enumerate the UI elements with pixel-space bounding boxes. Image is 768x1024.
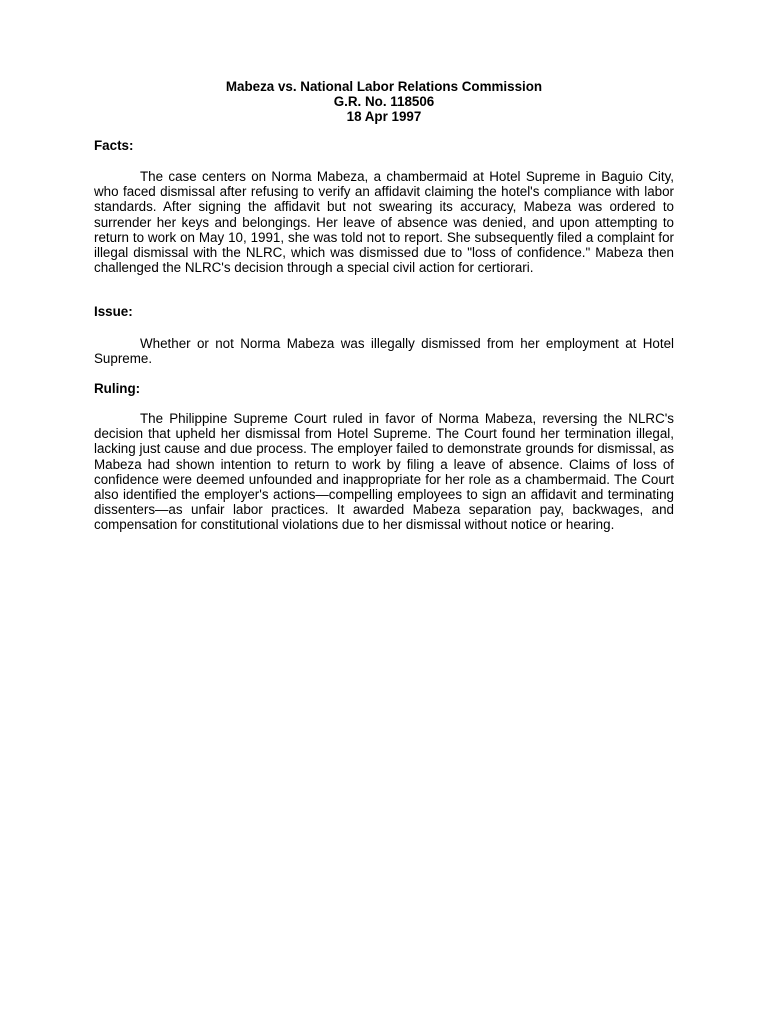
ruling-heading: Ruling: [94, 381, 141, 396]
issue-paragraph: Whether or not Norma Mabeza was illegally dismissed from her employment at Hotel Supreme. [94, 336, 674, 367]
ruling-paragraph: The Philippine Supreme Court ruled in favor of Norma Mabeza, reversing the NLRC's decision that upheld her dismissal from Hotel Supreme. The Court found her termination illegal, lacking just cause and due process. The employer failed to demonstrate grounds for dismissal, as Mabeza had shown intention to return to work by filing a leave of absence. Claims of loss of confidence were deemed unfounded and inappropriate for her role as a chambermaid. The Court also identified the employer's actions—compelling employees to sign an affidavit and terminating dissenters—as unfair labor practices. It awarded Mabeza separation pay, backwages, and compensation for constitutional violations due to her dismissal without notice or hearing. [94, 411, 674, 533]
case-name: Mabeza vs. National Labor Relations Commission [225, 79, 543, 94]
facts-heading: Facts: [94, 138, 134, 153]
gr-number: G.R. No. 118506 [333, 94, 435, 110]
facts-paragraph: The case centers on Norma Mabeza, a chambermaid at Hotel Supreme in Baguio City, who faced dismissal after refusing to verify an affidavit claiming the hotel's compliance with labor standards. After signing the affidavit but not swearing its accuracy, Mabeza was ordered to surrender her keys and belongings. Her leave of absence was denied, and upon attempting to return to work on May 10, 1991, she was told not to report. She subsequently filed a complaint for illegal dismissal with the NLRC, which was dismissed due to "loss of confidence." Mabeza then challenged the NLRC's decision through a special civil action for certiorari. [94, 169, 674, 276]
issue-heading: Issue: [94, 304, 133, 319]
decision-date: 18 Apr 1997 [346, 109, 422, 125]
document-title-block [94, 79, 674, 125]
